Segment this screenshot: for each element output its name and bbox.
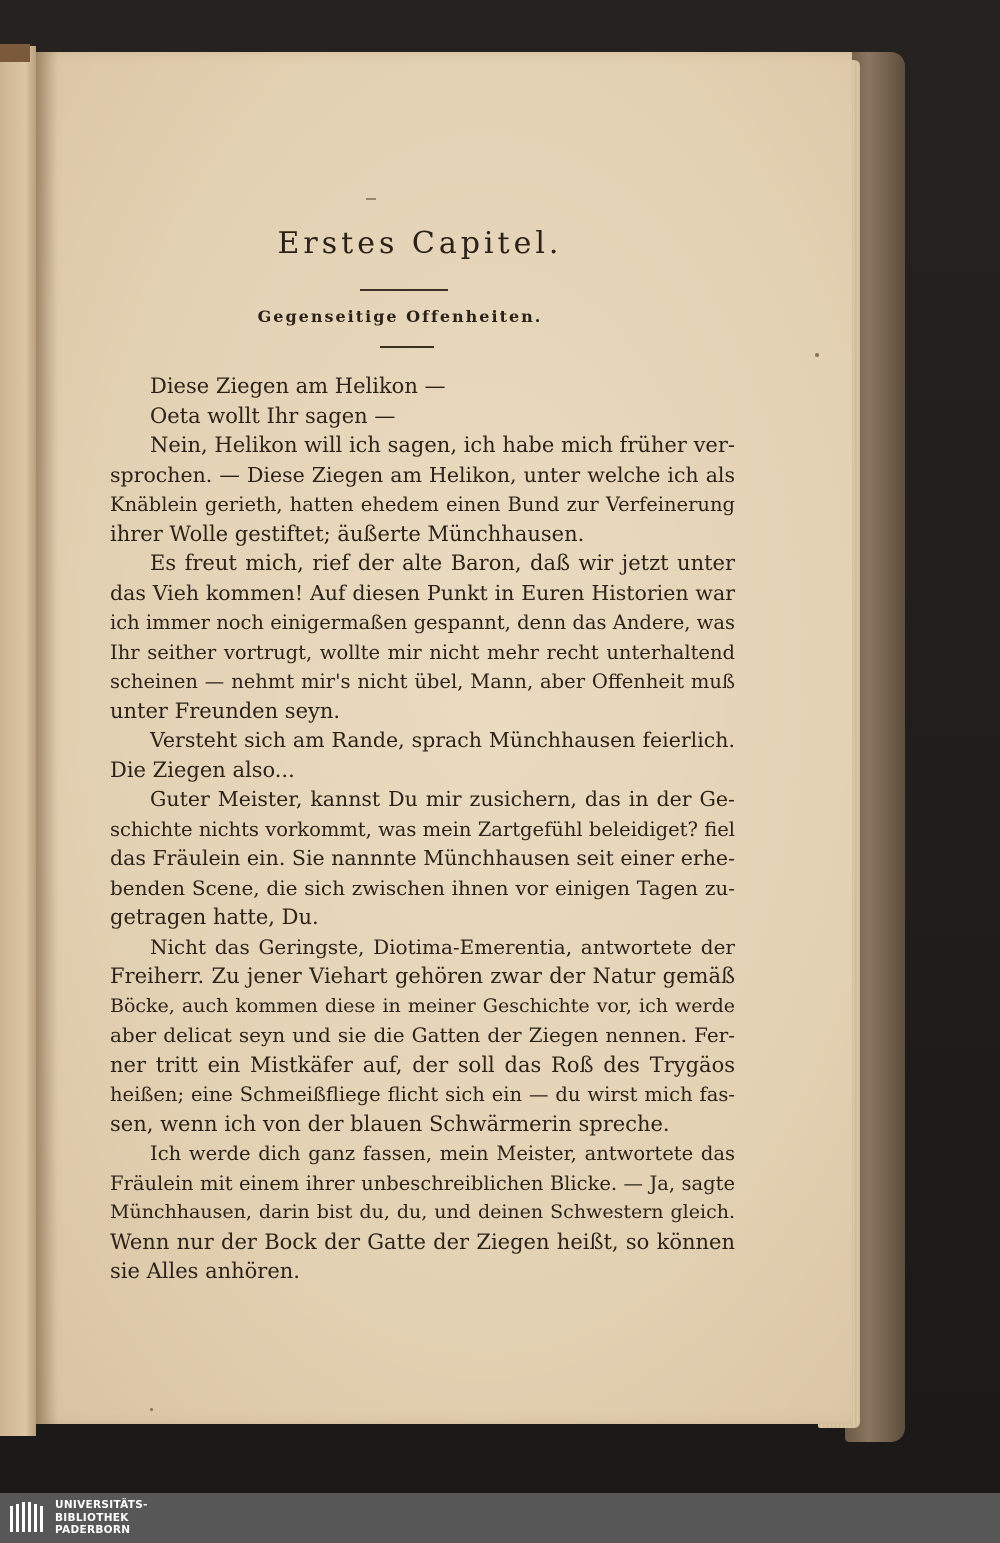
text-line: Knäblein gerieth, hatten ehedem einen Bund zur Verfeinerung <box>110 493 735 516</box>
text-line: sie Alles anhören. <box>110 1259 300 1283</box>
gutter-shadow <box>36 52 58 1424</box>
library-name-line: BIBLIOTHEK <box>55 1511 129 1524</box>
text-line: Versteht sich am Rande, sprach Münchhausen feierlich. <box>150 728 735 752</box>
text-line: Ich werde dich ganz fassen, mein Meister, antwortete das <box>150 1142 735 1165</box>
text-line: sprochen. — Diese Ziegen am Helikon, unter welche ich als <box>110 462 735 487</box>
text-line: Wenn nur der Bock der Gatte der Ziegen heißt, so können <box>110 1229 735 1254</box>
text-line: scheinen — nehmt mir's nicht übel, Mann, aber Offenheit muß <box>110 670 735 693</box>
running-mark <box>366 198 376 200</box>
library-name-line: PADERBORN <box>55 1524 131 1536</box>
text-line: unter Freunden seyn. <box>110 698 341 723</box>
library-name-line: UNIVERSITÄTS- <box>55 1499 148 1511</box>
paper-speck <box>150 1408 153 1411</box>
text-line: das Fräulein ein. Sie nannnte Münchhausen seit einer erhe- <box>110 846 735 870</box>
text-line: Nein, Helikon will ich sagen, ich habe mich früher ver- <box>150 433 735 457</box>
text-line: Nicht das Geringste, Diotima-Emerentia, antwortete der <box>150 934 735 959</box>
text-line: schichte nichts vorkommt, was mein Zartgefühl beleidiget? fiel <box>110 817 735 841</box>
text-line: Diese Ziegen am Helikon — <box>150 374 446 398</box>
left-cover-corner <box>0 44 30 62</box>
text-line: Guter Meister, kannst Du mir zusichern, das in der Ge- <box>150 787 735 811</box>
text-line: Münchhausen, darin bist du, du, und deinen Schwestern gleich. <box>110 1201 735 1223</box>
library-name <box>55 1499 148 1537</box>
text-line: Böcke, auch kommen diese in meiner Geschichte vor, ich werde <box>110 994 735 1017</box>
text-line: Oeta wollt Ihr sagen — <box>150 403 396 428</box>
text-line: benden Scene, die sich zwischen ihnen vor einigen Tagen zu- <box>110 875 735 900</box>
text-line: Die Ziegen also... <box>110 757 295 782</box>
chapter-subtitle: Gegenseitige Offenheiten. <box>257 307 543 326</box>
text-line: ich immer noch einigermaßen gespannt, denn das Andere, was <box>110 611 735 634</box>
text-line: getragen hatte, Du. <box>110 905 319 929</box>
text-line: aber delicat seyn und sie die Gatten der Ziegen nennen. Fer- <box>110 1023 735 1047</box>
text-line: Ihr seither vortrugt, wollte mir nicht mehr recht unterhaltend <box>110 640 735 664</box>
text-line: Fräulein mit einem ihrer unbeschreiblichen Blicke. — Ja, sagte <box>110 1171 735 1195</box>
text-line: Freiherr. Zu jener Viehart gehören zwar der Natur gemäß <box>110 964 735 988</box>
text-line: ihrer Wolle gestiftet; äußerte Münchhausen. <box>110 521 585 546</box>
library-footer-bar <box>0 1493 1000 1543</box>
left-page-sliver <box>0 46 36 1436</box>
title-rule-top <box>360 289 448 291</box>
chapter-title: Erstes Capitel. <box>277 226 563 261</box>
text-line: sen, wenn ich von der blauen Schwärmerin spreche. <box>110 1111 670 1136</box>
text-line: Es freut mich, rief der alte Baron, daß wir jetzt unter <box>150 551 735 575</box>
title-rule-bottom <box>380 346 434 348</box>
text-line: das Vieh kommen! Auf diesen Punkt in Euren Historien war <box>110 580 735 605</box>
university-library-logo-icon <box>8 1500 48 1536</box>
text-line: heißen; eine Schmeißfliege flicht sich ein — du wirst mich fas- <box>110 1083 735 1106</box>
text-line: ner tritt ein Mistkäfer auf, der soll das Roß des Trygäos <box>110 1052 735 1077</box>
paper-speck <box>815 353 819 357</box>
body-text <box>110 372 735 1287</box>
